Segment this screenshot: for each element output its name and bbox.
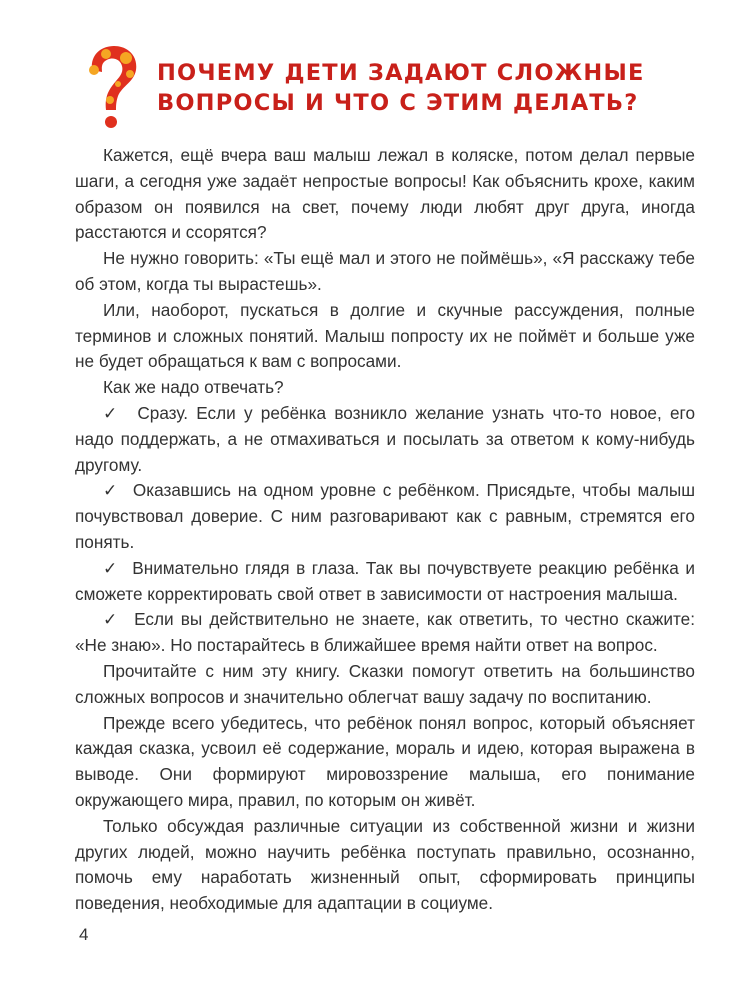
title-line-1: ПОЧЕМУ ДЕТИ ЗАДАЮТ СЛОЖНЫЕ: [157, 60, 645, 86]
paragraph: Прочитайте с ним эту книгу. Сказки помогут ответить на большинство сложных вопросов и значительно облегчат вашу задачу по воспитанию.: [75, 660, 695, 707]
page-number: 4: [79, 925, 89, 944]
paragraph: Прежде всего убедитесь, что ребёнок понял вопрос, который объясняет каждая сказка, усвоил её содержание, мораль и идею, которая выражена в выводе. Они формируют мировоззрение малыша, его понимание окружающего мира, правил, по которым он живёт.: [75, 712, 695, 810]
paragraph: Кажется, ещё вчера ваш малыш лежал в коляске, потом делал первые шаги, а сегодня уже задаёт непростые вопросы! Как объяснить крохе, каким образом он появился на свет, почему люди любят друг друга, иногда расстаются и ссорятся?: [75, 145, 695, 243]
paragraph: Или, наоборот, пускаться в долгие и скучные рассуждения, полные терминов и сложных понятий. Малыш попросту их не поймёт и больше уже не будет обращаться к вам с вопросами.: [75, 299, 695, 372]
question-mark-icon: [84, 44, 140, 130]
checklist-item: ✓ Внимательно глядя в глаза. Так вы почувствуете реакцию ребёнка и сможете корректировать свой ответ в зависимости от настроения малыша.: [75, 556, 695, 608]
body-text: [75, 143, 695, 917]
checklist-item: ✓ Сразу. Если у ребёнка возникло желание узнать что-то новое, его надо поддержать, а не отмахиваться и посылать за ответом к кому-нибудь другому.: [75, 401, 695, 478]
title-line-2: ВОПРОСЫ И ЧТО С ЭТИМ ДЕЛАТЬ?: [157, 90, 639, 116]
paragraph: Как же надо отвечать?: [103, 377, 284, 398]
page-title: [157, 58, 677, 118]
paragraph: Не нужно говорить: «Ты ещё мал и этого не поймёшь», «Я расскажу тебе об этом, когда ты вырастешь».: [75, 248, 695, 294]
checklist-item: ✓ Если вы действительно не знаете, как ответить, то честно скажите: «Не знаю». Но постарайтесь в ближайшее время найти ответ на вопрос.: [75, 607, 695, 659]
checklist-item: ✓ Оказавшись на одном уровне с ребёнком. Присядьте, чтобы малыш почувствовал доверие. С ним разговаривают как с равным, стремятся его понять.: [75, 478, 695, 555]
paragraph: Только обсуждая различные ситуации из собственной жизни и жизни других людей, можно научить ребёнка поступать правильно, осознанно, помочь ему наработать жизненный опыт, сформировать принципы поведения, необходимые для адаптации в социуме.: [75, 815, 695, 914]
